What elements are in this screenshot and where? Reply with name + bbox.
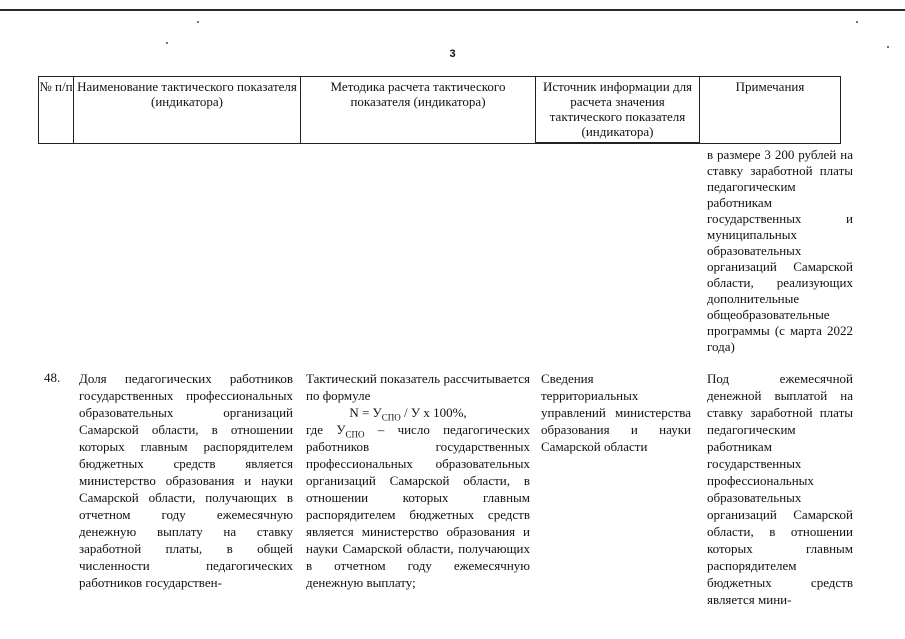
where-prefix: где У bbox=[306, 422, 346, 437]
row-number: 48. bbox=[44, 370, 61, 385]
scan-speck bbox=[856, 21, 858, 23]
continued-note: в размере 3 200 рублей на ставку заработной платы педагогическим работникам государственных и муниципальных образовательных организаций Самарской области, реализующих дополнительные общеобразовательные программы (с марта 2022 года) bbox=[707, 147, 853, 354]
calculation-method bbox=[306, 370, 530, 591]
table-header bbox=[38, 76, 841, 144]
formula bbox=[306, 404, 530, 421]
scan-speck bbox=[197, 21, 199, 23]
header-number: № п/п bbox=[39, 77, 74, 143]
header-notes: Примечания bbox=[735, 79, 805, 94]
where-subscript: СПО bbox=[345, 429, 365, 440]
method-intro: Тактический показатель рассчитывается по формуле bbox=[306, 371, 530, 403]
page-number: 3 bbox=[449, 48, 456, 60]
header-information-source: Источник информации для расчета значения тактического показателя (индикатора) bbox=[536, 77, 700, 143]
formula-prefix: N = У bbox=[349, 405, 382, 420]
indicator-name: Доля педагогических работников государственных профессиональных образовательных организаций Самарской области, в отношении которых главным распорядителем бюджетных средств является министерство образования и науки Самарской области, получающих в отчетном году ежемесячную денежную выплату на ставку заработной платы, в общей численности педагогических работников государствен- bbox=[79, 371, 293, 590]
header-calculation-method: Методика расчета тактического показателя (индикатора) bbox=[301, 77, 536, 143]
information-source: Сведения территориальных управлений министерства образования и науки Самарской области bbox=[541, 371, 691, 454]
row-note: Под ежемесячной денежной выплатой на ставку заработной платы педагогическим работникам государственных профессиональных образовательных организаций Самарской области, в отношении которых главным распорядителем бюджетных средств является мини- bbox=[707, 371, 853, 607]
formula-subscript: СПО bbox=[381, 412, 401, 423]
formula-suffix: / У х 100%, bbox=[400, 405, 467, 420]
formula-explanation bbox=[306, 421, 530, 591]
where-text: – число педагогических работников государственных профессиональных образовательных организаций Самарской области, в отношении которых главным распорядителем бюджетных средств является министерство образования и науки Самарской области, получающих в отчетном году ежемесячную денежную выплату; bbox=[306, 422, 530, 590]
scan-speck bbox=[166, 42, 168, 44]
scan-border-line bbox=[0, 9, 905, 11]
header-indicator-name: Наименование тактического показателя (индикатора) bbox=[74, 77, 301, 143]
